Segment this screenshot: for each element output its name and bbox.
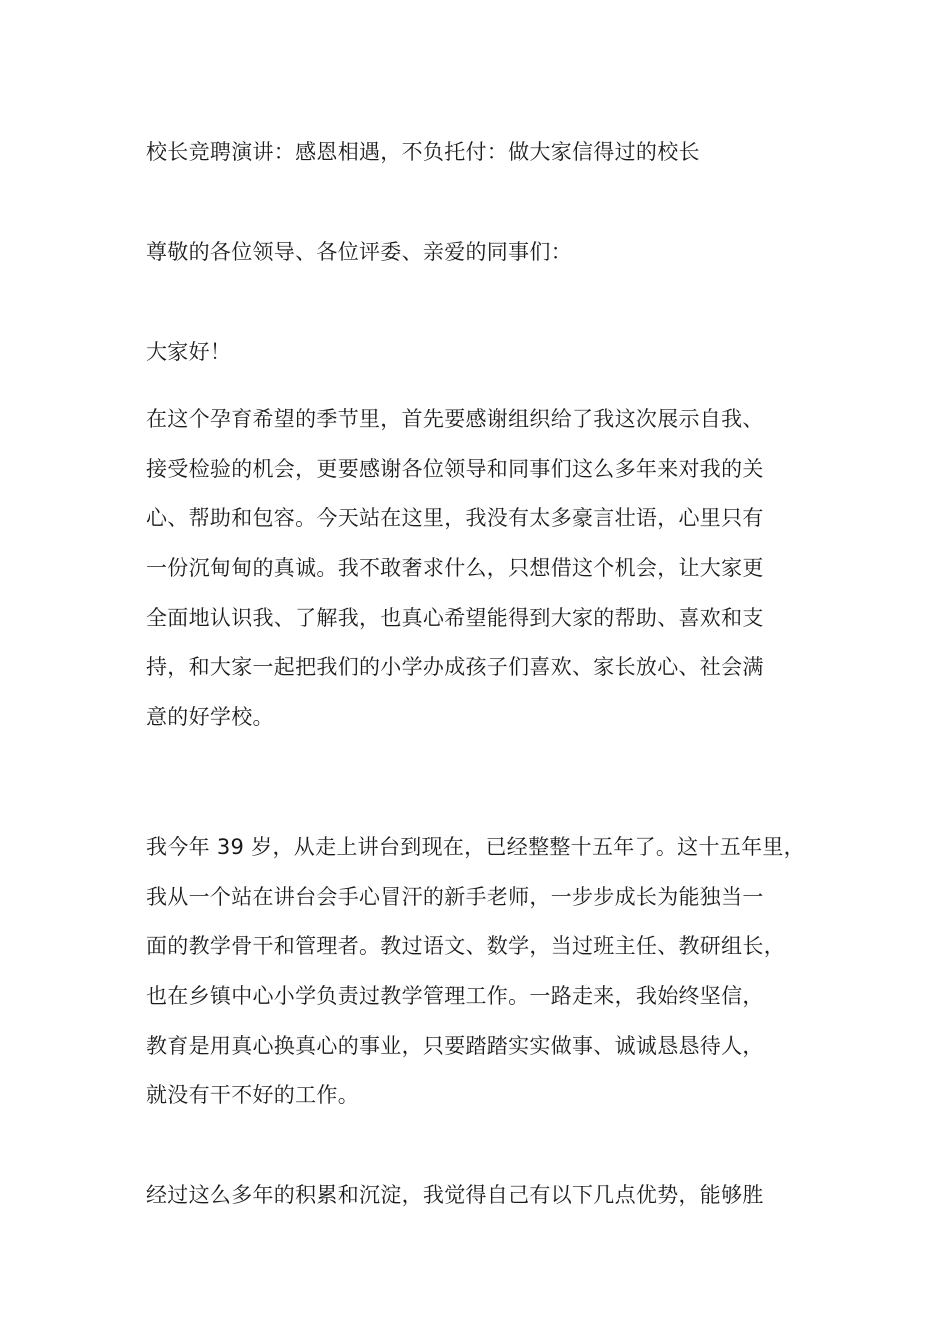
paragraph-line: 教育是用真心换真心的事业，只要踏踏实实做事、诚诚恳恳待人， [146,1033,764,1058]
paragraph-2 [146,823,805,1121]
paragraph-line: 在这个孕育希望的季节里，首先要感谢组织给了我这次展示自我、 [146,407,764,431]
paragraph-line: 我今年 39 岁，从走上讲台到现在，已经整整十五年了。这十五年里， [146,835,805,859]
paragraph-3 [146,1171,764,1221]
paragraph-line: 一份沉甸甸的真诚。我不敢奢求什么，只想借这个机会，让大家更 [146,556,764,581]
paragraph-1 [146,395,764,743]
paragraph-line: 面的教学骨干和管理者。教过语文、数学，当过班主任、教研组长， [146,934,785,959]
paragraph-line: 就没有干不好的工作。 [146,1083,359,1108]
paragraph-line: 接受检验的机会，更要感谢各位领导和同事们这么多年来对我的关 [146,456,764,481]
paragraph-line: 全面地认识我、了解我，也真心希望能得到大家的帮助、喜欢和支 [146,605,764,630]
paragraph-line: 经过这么多年的积累和沉淀，我觉得自己有以下几点优势，能够胜 [146,1183,764,1207]
greeting-line: 大家好！ [146,340,232,364]
paragraph-line: 持，和大家一起把我们的小学办成孩子们喜欢、家长放心、社会满 [146,655,764,680]
paragraph-line: 意的好学校。 [146,705,274,730]
paragraph-line: 我从一个站在讲台会手心冒汗的新手老师，一步步成长为能独当一 [146,884,764,909]
document-title: 校长竞聘演讲：感恩相遇，不负托付：做大家信得过的校长 [146,140,700,164]
salutation-line: 尊敬的各位领导、各位评委、亲爱的同事们： [146,240,572,264]
paragraph-line: 也在乡镇中心小学负责过教学管理工作。一路走来，我始终坚信， [146,984,764,1009]
paragraph-line: 心、帮助和包容。今天站在这里，我没有太多豪言壮语，心里只有 [146,506,764,531]
